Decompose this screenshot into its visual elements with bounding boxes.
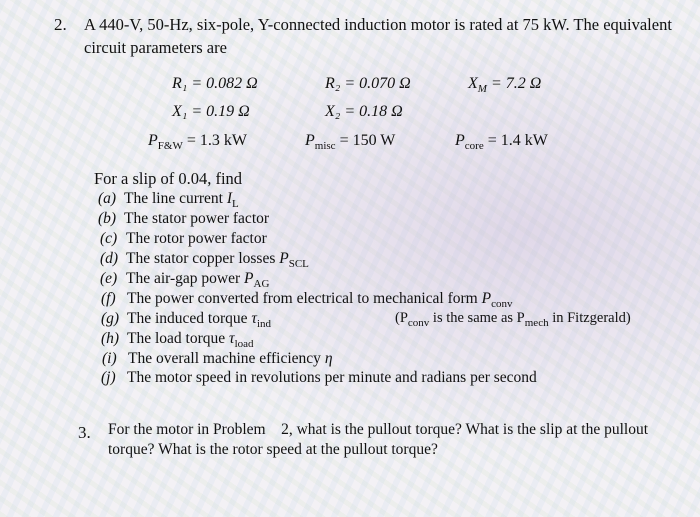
find-item-label: (d) (100, 250, 119, 267)
find-item-label: (j) (101, 369, 116, 386)
find-item-label: (i) (102, 350, 117, 367)
find-item-text: The rotor power factor (126, 230, 267, 247)
problem-3-number: 3. (78, 423, 91, 442)
find-item-text: The induced torque (127, 310, 252, 327)
param-pmisc-symbol: P (305, 132, 315, 149)
param-x1: X₁ = 0.19 Ω (172, 103, 250, 120)
find-item-label: (e) (100, 270, 118, 287)
find-item-text: The stator copper losses (126, 250, 280, 267)
problem-3-line2: torque? What is the rotor speed at the pullout torque? (108, 441, 438, 458)
param-pcore (455, 132, 548, 152)
param-r2: R₂ = 0.070 Ω (325, 75, 411, 92)
find-item-label: (a) (98, 190, 117, 207)
param-r1: R₁ = 0.082 Ω (172, 75, 258, 92)
param-pmisc-subscript: misc (314, 140, 336, 153)
find-item-text: The overall machine efficiency (128, 350, 325, 367)
param-xm: $X_M = 7.2$ Ω (468, 75, 542, 96)
find-item-symbol: P (481, 290, 492, 307)
param-pfw-subscript: F&W (157, 140, 183, 153)
param-pmisc (305, 132, 395, 152)
problem-2-statement-line1: A 440-V, 50-Hz, six-pole, Y-connected induction motor is rated at 75 kW. The equivalent (84, 15, 672, 34)
param-pcore-subscript: core (464, 140, 484, 153)
param-pcore-symbol: P (455, 132, 465, 149)
problem-3-line1: For the motor in Problem 2, what is the pullout torque? What is the slip at the pullout (108, 421, 648, 438)
find-item-symbol: P (244, 270, 254, 287)
find-item (101, 290, 512, 310)
find-item-subscript: SCL (288, 258, 309, 271)
find-item-subscript: load (234, 338, 254, 351)
find-item (100, 230, 267, 248)
find-item-text: The power converted from electrical to mechanical form (127, 290, 482, 307)
find-item-label: (h) (101, 330, 120, 347)
find-item-subscript: L (232, 198, 239, 211)
note-open: (P (395, 310, 408, 326)
find-item-symbol: I (226, 190, 233, 207)
problem-2-statement-line2: circuit parameters are (84, 38, 227, 57)
note-close: in Fitzgerald) (548, 310, 631, 326)
note-sub-conv: conv (407, 316, 430, 329)
param-pfw-symbol: P (148, 132, 158, 149)
find-item-symbol: τ (251, 310, 257, 327)
find-item-label: (g) (101, 310, 120, 327)
param-x2: X₂ = 0.18 Ω (325, 103, 403, 120)
note-mid: is the same as P (429, 310, 525, 326)
find-item (100, 250, 309, 270)
find-item-label: (b) (98, 210, 117, 227)
find-item-text: The air-gap power (126, 270, 245, 287)
find-item-subscript: AG (253, 278, 270, 291)
find-item-text: The stator power factor (124, 210, 270, 227)
find-item-symbol: η (324, 350, 333, 367)
find-item-subscript: conv (491, 298, 513, 311)
param-pmisc-value: = 150 W (335, 132, 396, 149)
find-item-text: The line current (124, 190, 227, 207)
find-item-symbol: τ (229, 330, 235, 347)
find-intro: For a slip of 0.04, find (94, 169, 243, 188)
find-item (101, 369, 537, 387)
find-item (101, 310, 271, 330)
find-item-text: The load torque (127, 330, 230, 347)
note-sub-mech: mech (524, 316, 549, 329)
fitzgerald-note (395, 310, 631, 329)
param-pcore-value: = 1.4 kW (483, 132, 548, 149)
find-item-label: (c) (100, 230, 118, 247)
find-item-subscript: ind (256, 318, 272, 331)
param-pfw (148, 132, 247, 152)
find-item (98, 210, 269, 228)
find-item (98, 190, 239, 210)
problem-2-number: 2. (54, 15, 67, 34)
find-item-text: The motor speed in revolutions per minute and radians per second (127, 369, 537, 386)
find-item-symbol: P (279, 250, 289, 267)
find-item (101, 330, 254, 350)
find-item-label: (f) (101, 290, 116, 307)
find-item (100, 270, 269, 290)
find-item (102, 350, 333, 368)
param-pfw-value: = 1.3 kW (182, 132, 247, 149)
